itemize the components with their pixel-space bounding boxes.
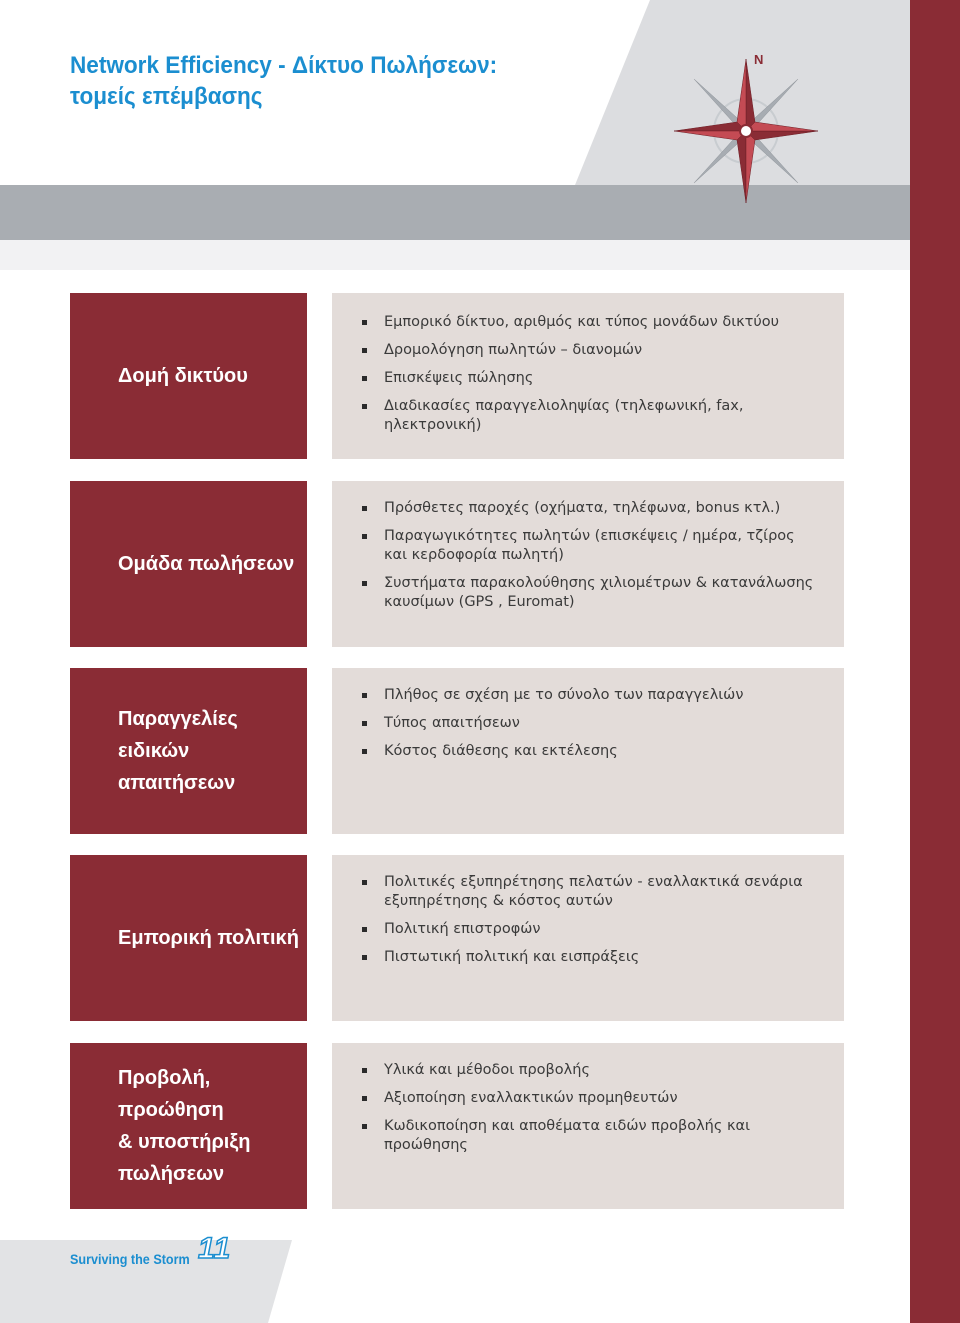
list-item: Πιστωτική πολιτική και εισπράξεις: [356, 948, 816, 967]
list-item: Διαδικασίες παραγγελιοληψίας (τηλεφωνική, fax, ηλεκτρονική): [356, 397, 816, 435]
bullet-icon: [362, 534, 367, 539]
row-box-promotion-support: [332, 1043, 844, 1209]
list-item: Αξιοποίηση εναλλακτικών προμηθευτών: [356, 1089, 816, 1108]
list-item: Υλικά και μέθοδοι προβολής: [356, 1061, 816, 1080]
bullet-icon: [362, 581, 367, 586]
bullet-icon: [362, 348, 367, 353]
bullet-icon: [362, 880, 367, 885]
bullet-icon: [362, 1096, 367, 1101]
bullet-icon: [362, 927, 367, 932]
list-item: Κόστος διάθεσης και εκτέλεσης: [356, 742, 816, 761]
row-label-network-structure: [70, 293, 307, 459]
bullet-icon: [362, 376, 367, 381]
list-item: Πολιτικές εξυπηρέτησης πελατών - εναλλακτικά σενάρια εξυπηρέτησης & κόστος αυτών: [356, 873, 816, 911]
row-box-commercial-policy: [332, 855, 844, 1021]
bullet-list: [356, 686, 816, 770]
row-box-sales-team: [332, 481, 844, 647]
row-label-promotion-support: [70, 1043, 307, 1209]
row-label-text: Δομή δικτύου: [118, 365, 248, 387]
bullet-icon: [362, 320, 367, 325]
bullet-icon: [362, 955, 367, 960]
list-item: Πλήθος σε σχέση με το σύνολο των παραγγελιών: [356, 686, 816, 705]
page-title: [70, 50, 497, 112]
row-box-network-structure: [332, 293, 844, 459]
row-label-sales-team: [70, 481, 307, 647]
row-label-special-orders: [70, 668, 307, 834]
list-item: Τύπος απαιτήσεων: [356, 714, 816, 733]
bullet-icon: [362, 506, 367, 511]
bullet-list: [356, 313, 816, 444]
list-item: Κωδικοποίηση και αποθέματα ειδών προβολής και προώθησης: [356, 1117, 816, 1155]
page-number: 11: [198, 1232, 232, 1265]
compass-north-letter: N: [754, 52, 764, 67]
bullet-icon: [362, 1124, 367, 1129]
list-item: Πολιτική επιστροφών: [356, 920, 816, 939]
footer-title: Surviving the Storm: [70, 1251, 190, 1267]
bullet-icon: [362, 693, 367, 698]
title-line-2: τομείς επέμβασης: [70, 83, 263, 110]
list-item: Επισκέψεις πώλησης: [356, 369, 816, 388]
row-label-text: Εμπορική πολιτική: [118, 927, 299, 949]
bullet-icon: [362, 749, 367, 754]
list-item: Παραγωγικότητες πωλητών (επισκέψεις / ημέρα, τζίρος και κερδοφορία πωλητή): [356, 527, 816, 565]
row-box-special-orders: [332, 668, 844, 834]
row-label-commercial-policy: [70, 855, 307, 1021]
list-item: Δρομολόγηση πωλητών – διανομών: [356, 341, 816, 360]
bullet-list: [356, 499, 816, 621]
bullet-icon: [362, 404, 367, 409]
row-label-text: Παραγγελίες ειδικών απαιτήσεων: [118, 708, 238, 794]
list-item: Εμπορικό δίκτυο, αριθμός και τύπος μονάδων δικτύου: [356, 313, 816, 332]
row-label-text: Ομάδα πωλήσεων: [118, 553, 295, 575]
bullet-icon: [362, 1068, 367, 1073]
bullet-icon: [362, 721, 367, 726]
list-item: Συστήματα παρακολούθησης χιλιομέτρων & κατανάλωσης καυσίμων (GPS , Euromat): [356, 574, 816, 612]
right-side-bar: [910, 0, 960, 1323]
row-label-text: Προβολή, προώθηση & υποστήριξη πωλήσεων: [118, 1067, 251, 1185]
compass-rose-icon: [668, 46, 818, 206]
list-item: Πρόσθετες παροχές (οχήματα, τηλέφωνα, bonus κτλ.): [356, 499, 816, 518]
title-line-1: Network Efficiency - Δίκτυο Πωλήσεων:: [70, 52, 498, 79]
bullet-list: [356, 873, 816, 976]
bullet-list: [356, 1061, 816, 1164]
